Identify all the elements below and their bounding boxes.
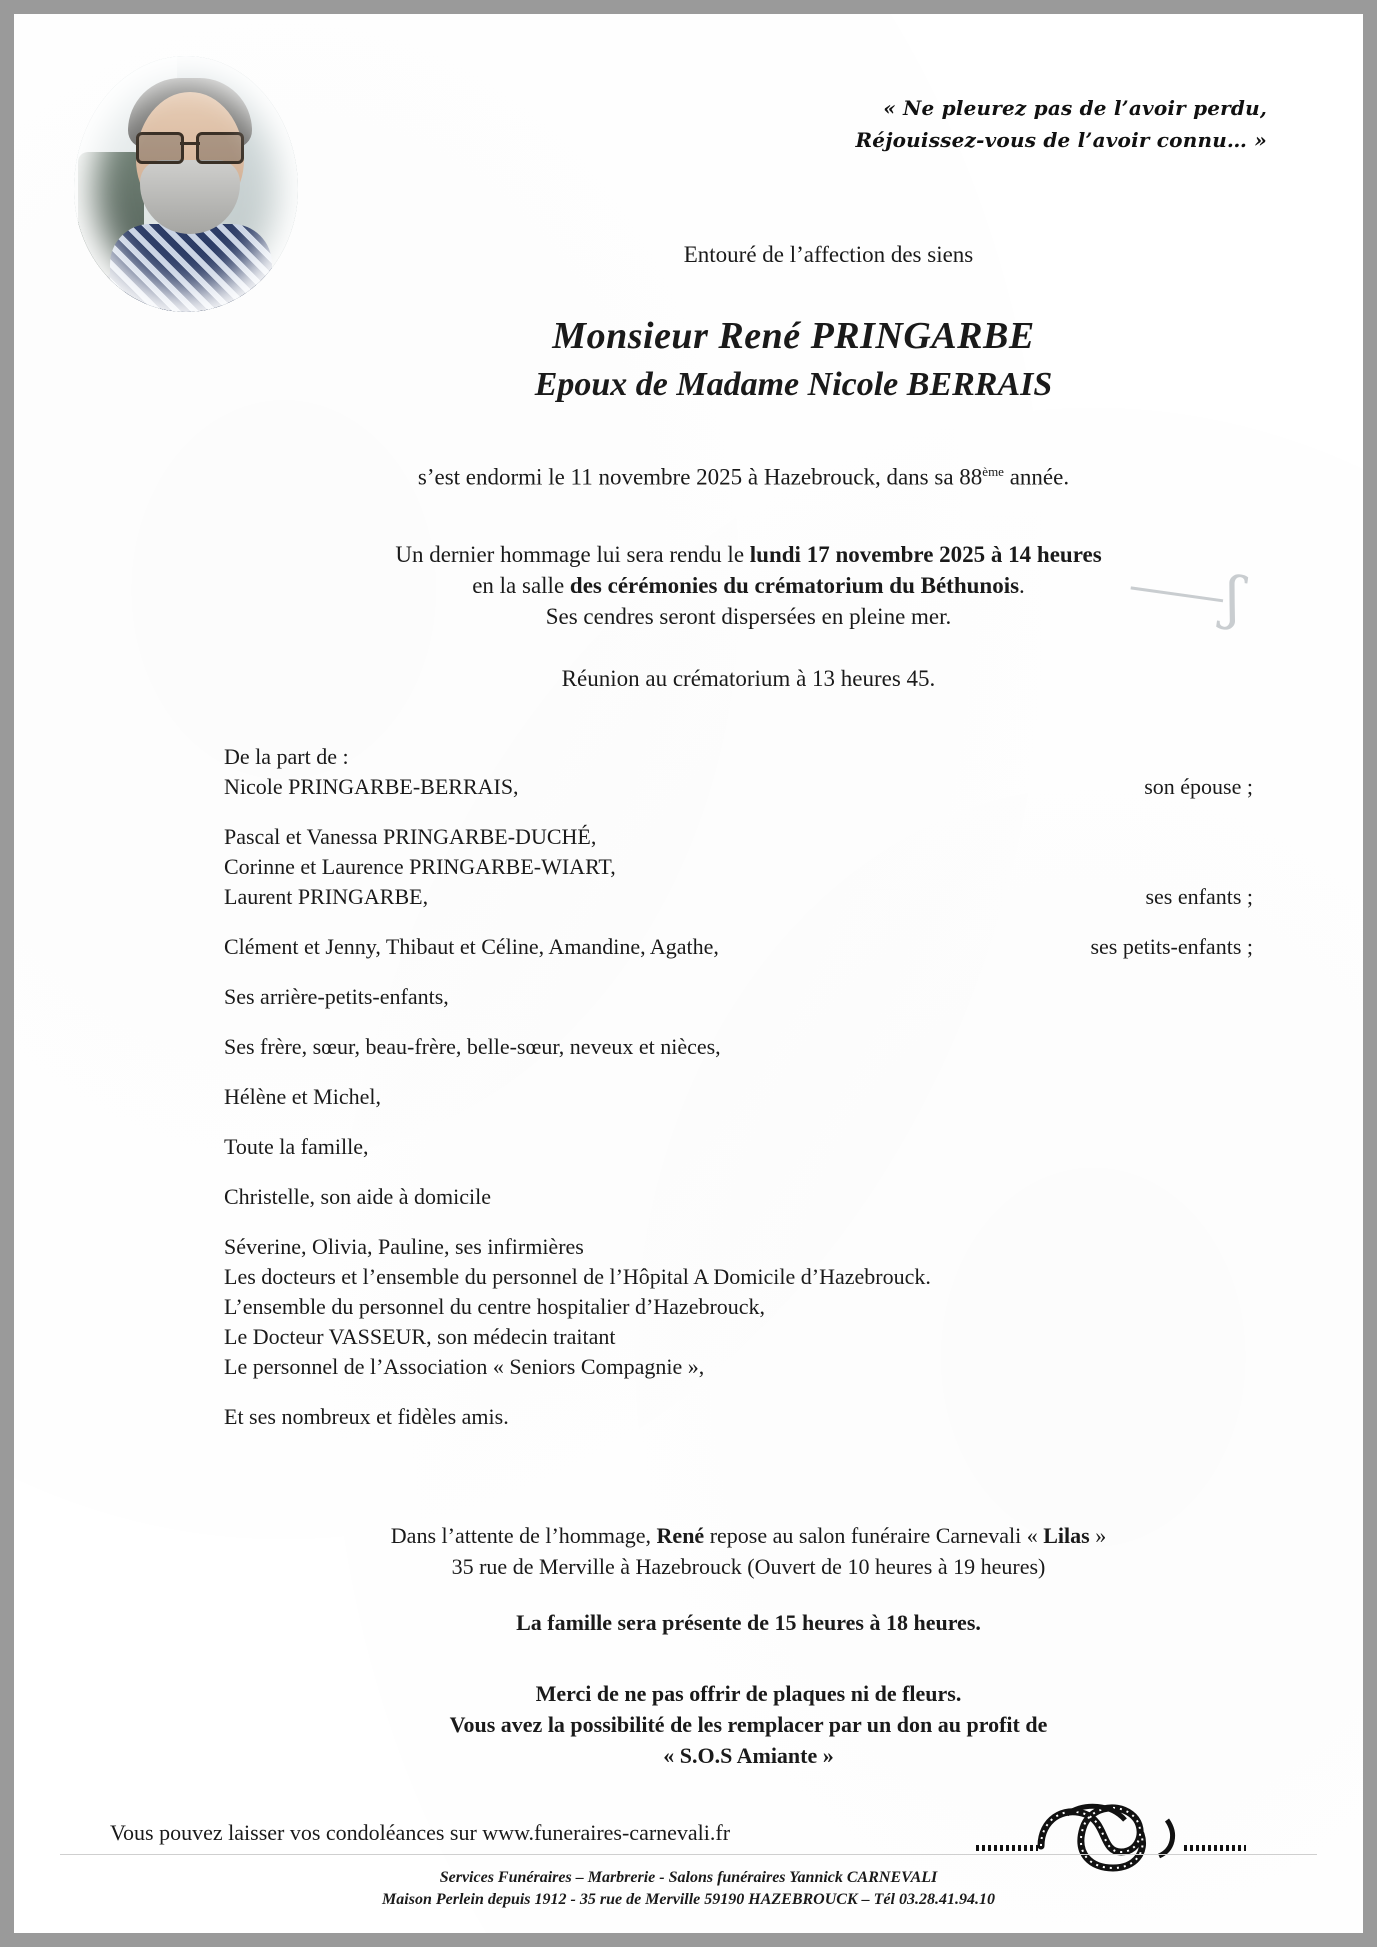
tribute-line-1-text: Un dernier hommage lui sera rendu le [395,542,750,567]
epitaph-quote [855,92,1267,156]
family-member-name: Pascal et Vanessa PRINGARBE-DUCHÉ, [224,824,597,849]
family-member-name: Nicole PRINGARBE-BERRAIS, [224,774,519,799]
family-entry-row [224,852,1253,882]
family-member-name: Séverine, Olivia, Pauline, ses infirmières [224,1234,584,1259]
salon-line-1 [214,1520,1283,1551]
condolences-link-text[interactable]: Vous pouvez laisser vos condoléances sur www.funeraires-carnevali.fr [110,1820,731,1845]
rope-knot-icon [971,1792,1251,1872]
family-heading: De la part de : [224,744,349,769]
family-entry-row [224,1232,1253,1262]
family-spacer [224,1012,1253,1032]
family-presence: La famille sera présente de 15 heures à 18 heures. [516,1610,981,1635]
family-member-name: Les docteurs et l’ensemble du personnel de l’Hôpital A Domicile d’Hazebrouck. [224,1264,931,1289]
family-spacer [224,1062,1253,1082]
family-list [224,742,1253,1432]
family-spacer [224,1212,1253,1232]
donation-request [214,1678,1283,1771]
family-entry-row [224,1082,1253,1112]
family-entry-row [224,882,1253,912]
tribute-date: lundi 17 novembre 2025 à 14 heures [749,542,1102,567]
family-member-name: Hélène et Michel, [224,1084,381,1109]
tribute-line-2-end: . [1019,573,1025,598]
death-ordinal-suffix: ème [982,464,1004,479]
family-entry-row [224,1352,1253,1382]
tribute-line-2-text: en la salle [472,573,570,598]
gathering-time: Réunion au crématorium à 13 heures 45. [561,666,936,691]
family-entry-row [224,822,1253,852]
family-entry-row [224,772,1253,802]
family-entries [224,772,1253,1432]
footer-divider [60,1854,1317,1855]
tribute-line-3: Ses cendres seront dispersées en pleine mer. [545,604,952,629]
family-spacer [224,1112,1253,1132]
tribute-block [214,539,1283,632]
thanks-line-2: Vous avez la possibilité de les remplacer par un don au profit de [449,1712,1048,1737]
death-suffix: année. [1003,464,1070,490]
family-entry-row [224,1402,1253,1432]
family-spacer [224,1162,1253,1182]
family-entry-row [224,1132,1253,1162]
family-entry-row [224,1032,1253,1062]
family-entry-row [224,982,1253,1012]
family-entry-row [224,932,1253,962]
salon-line-1-a: Dans l’attente de l’hommage, [390,1523,657,1548]
footer-line-2: Maison Perlein depuis 1912 - 35 rue de Merville 59190 HAZEBROUCK – Tél 03.28.41.94.10 [382,1891,995,1908]
notice-inner [14,14,1363,1933]
thanks-line-3: « S.O.S Amiante » [663,1743,834,1768]
family-member-name: Christelle, son aide à domicile [224,1184,491,1209]
salon-info [214,1520,1283,1582]
family-spacer [224,912,1253,932]
portrait-photo [74,56,298,312]
family-entry-row [224,1262,1253,1292]
death-statement [214,464,1273,491]
family-member-name: L’ensemble du personnel du centre hospitalier d’Hazebrouck, [224,1294,766,1319]
family-relation-label: ses enfants ; [1145,884,1253,909]
family-member-name: Et ses nombreux et fidèles amis. [224,1404,509,1429]
family-member-name: Clément et Jenny, Thibaut et Céline, Amandine, Agathe, [224,934,719,959]
family-relation-label: ses petits-enfants ; [1090,934,1253,959]
portrait-vignette [74,56,298,312]
family-member-name: Corinne et Laurence PRINGARBE-WIART, [224,854,616,879]
footer-line-1: Services Funéraires – Marbrerie - Salons funéraires Yannick CARNEVALI [439,1869,938,1886]
family-spacer [224,962,1253,982]
death-prefix: s’est endormi le 11 novembre 2025 à Hazebrouck, dans sa 88 [417,464,983,490]
family-member-name: Le personnel de l’Association « Seniors Compagnie », [224,1354,705,1379]
salon-room-name: Lilas [1043,1523,1090,1548]
quote-line-2: Réjouissez-vous de l’avoir connu… » [855,128,1267,152]
family-spacer [224,1382,1253,1402]
family-entry-row [224,1322,1253,1352]
tribute-line-1 [214,539,1283,570]
family-member-name: Toute la famille, [224,1134,369,1159]
deceased-name: Monsieur René PRINGARBE [552,315,1035,357]
family-relation-label: son épouse ; [1144,774,1253,799]
footer-company [14,1867,1363,1911]
intro-text: Entouré de l’affection des siens [683,242,974,267]
family-member-name: Laurent PRINGARBE, [224,884,429,909]
family-member-name: Ses arrière-petits-enfants, [224,984,449,1009]
family-spacer [224,802,1253,822]
family-entry-row [224,1292,1253,1322]
family-member-name: Ses frère, sœur, beau-frère, belle-sœur, neveux et nièces, [224,1034,721,1059]
family-member-name: Le Docteur VASSEUR, son médecin traitant [224,1324,616,1349]
salon-address: 35 rue de Merville à Hazebrouck (Ouvert de 10 heures à 19 heures) [451,1554,1046,1579]
tribute-line-2 [214,570,1283,601]
thanks-line-1: Merci de ne pas offrir de plaques ni de fleurs. [535,1681,962,1706]
tribute-venue: des cérémonies du crématorium du Béthunois [569,573,1020,598]
deceased-spouse-line: Epoux de Madame Nicole BERRAIS [534,366,1053,403]
decorative-mark: ⸺ʃ [1124,549,1247,633]
family-entry-row [224,1182,1253,1212]
salon-first-name: René [656,1523,705,1548]
quote-line-1: « Ne pleurez pas de l’avoir perdu, [883,96,1267,120]
salon-line-1-c: repose au salon funéraire Carnevali « [704,1523,1044,1548]
salon-line-1-e: » [1089,1523,1107,1548]
